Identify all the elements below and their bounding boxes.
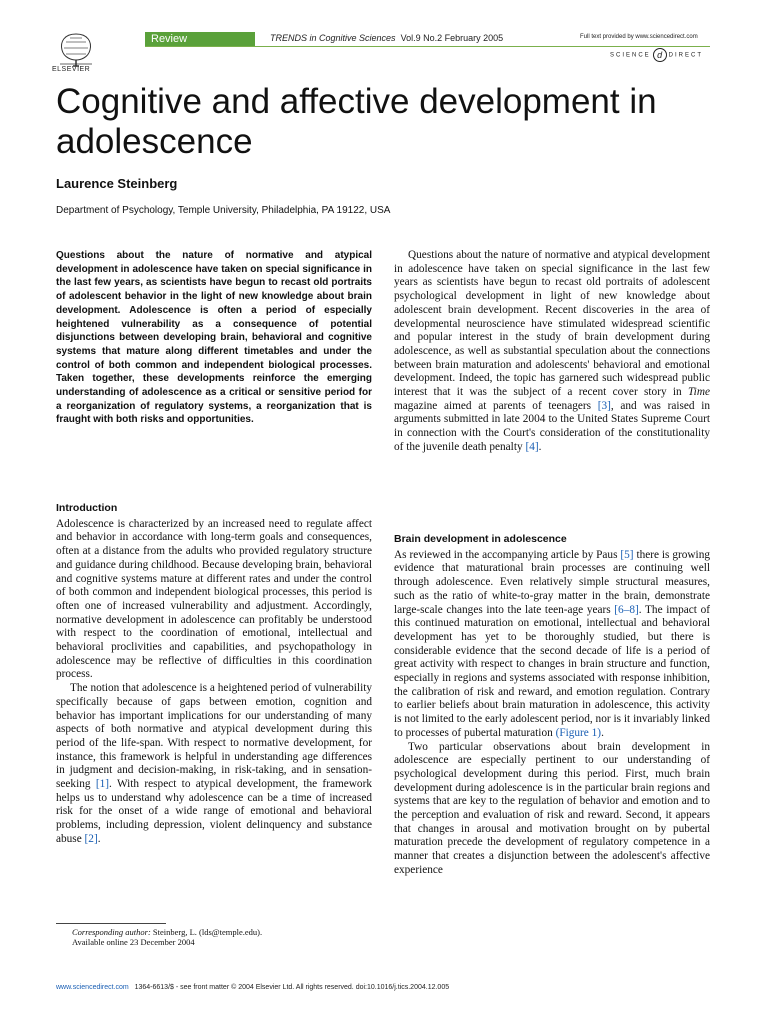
intro-paragraph-1: Adolescence is characterized by an increased need to regulate affect and behavior in accordance with long-term goals and consequences, often at a distance from the adults who provided regulatory structure and guidance during childhood. Because developing brain, behavioral and cognitive systems mature at different rates and under the control of both common and independent biological processes, this period is often one of increased vulnerability and adjustment. Accordingly, normative development in adolescence can profitably be understood with respect to the coordination of emotional, intellectual and behavioral proclivities and capabilities, and psychopathology in adolescence may be reflective of difficulties in this coordination process. [56, 517, 372, 681]
footer-url[interactable]: www.sciencedirect.com [56, 984, 129, 991]
footnote [72, 927, 372, 947]
citation-link[interactable]: [2] [84, 832, 98, 845]
footer-copyright: 1364-6613/$ - see front matter © 2004 Elsevier Ltd. All rights reserved. doi:10.1016/j.tics.2004.12.005 [134, 984, 450, 991]
intro-paragraph-2: The notion that adolescence is a heightened period of vulnerability specifically because of gaps between emotion, cognition and behavior has important implications for our understanding of many aspects of both normative and atypical development during this period of the life-span. With respect to normative development, for instance, this framework is helpful in understanding age differences in judgment and decision-making, in risk-taking, and in sensation-seeking [1]. With respect to atypical development, the framework helps us to understand why adolescence can be a time of increased risk for the onset of a wide range of emotional and behavioral problems, including depression, violent delinquency and substance abuse [2]. [56, 682, 372, 845]
figure-link[interactable]: (Figure 1) [555, 726, 602, 739]
journal-issue: Vol.9 No.2 February 2005 [400, 33, 504, 43]
citation-link[interactable]: [6–8] [614, 603, 639, 616]
article-title: Cognitive and affective development in adolescence [56, 82, 657, 161]
journal-name: TRENDS in Cognitive Sciences [270, 33, 396, 43]
sciencedirect-logo: SCIENCE d DIRECT [610, 50, 704, 60]
publisher-name: ELSEVIER [52, 66, 91, 73]
section-tag: Review [145, 32, 255, 46]
author-affiliation: Department of Psychology, Temple University, Philadelphia, PA 19122, USA [56, 205, 391, 216]
right-column [394, 249, 710, 455]
brain-paragraph-1: As reviewed in the accompanying article by Paus [5] there is growing evidence that maturational brain processes are continuing well through adolescence. Even relatively simple structural measures, such as the ratio of white-to-gray matter in the brain, demonstrate large-scale changes into the late teen-age years [6–8]. The impact of this continued maturation on emotional, intellectual and behavioral development has yet to be thoroughly studied, but there is considerable evidence that the second decade of life is a period of great activity with respect to changes in brain structure and function, especially in regions and systems associated with response inhibition, the calibration of risk and reward, and emotion regulation. Contrary to earlier beliefs about brain maturation in adolescence, this activity is not limited to the early adolescent period, nor is it invariably linked to processes of pubertal maturation (Figure 1). [394, 548, 710, 739]
citation-link[interactable]: [3] [597, 399, 611, 412]
sciencedirect-at-icon: d [653, 48, 667, 62]
citation-link[interactable]: [1] [95, 778, 110, 791]
footnote-rule [56, 923, 166, 924]
page-footer [56, 984, 449, 991]
full-text-note[interactable]: Full text provided by www.sciencedirect.com [580, 34, 698, 40]
abstract: Questions about the nature of normative and atypical development in adolescence have taken on special significance in the last few years, as scientists have begun to recast old portraits of adolescent behavior in the light of new knowledge about brain development. Adolescence is often a period of especially heightened vulnerability as a consequence of potential disjunctions between developing brain, behavioral and cognitive systems that mature along different timetables and under the control of both common and independent biological processes. Taken together, these developments reinforce the emerging understanding of adolescence as a critical or sensitive period for a reorganization of regulatory systems, a reorganization that is fraught with both risks and opportunities. [56, 250, 372, 426]
introduction-section [56, 502, 372, 847]
section-heading-brain: Brain development in adolescence [394, 533, 567, 545]
footnote-email: Steinberg, L. (lds@temple.edu). [150, 927, 263, 937]
brain-development-section [394, 533, 710, 878]
citation-link[interactable]: [5] [620, 548, 634, 561]
right-intro-paragraph: Questions about the nature of normative and atypical development in adolescence have taken on special significance in the last few years as scientists have begun to recast old portraits of adolescent psychological development in light of new knowledge about adolescent brain development. Recent discoveries in the area of developmental neuroscience have stimulated widespread scientific and popular interest in the study of brain development during adolescence, as well as substantial speculation about the connections between brain maturation and adolescents' behavioral and emotional development. Indeed, the topic has garnered such widespread public interest that it was the subject of a recent cover story in Time magazine aimed at parents of teenagers [3], and was raised in arguments submitted in late 2004 to the United States Supreme Court in connection with the Court's consideration of the constitutionality of the juvenile death penalty [4]. [394, 249, 710, 453]
brain-paragraph-2: Two particular observations about brain development in adolescence are especially pertinent to our understanding of psychological development during this period. First, much brain development during adolescence is in the particular brain regions and systems that are key to the regulation of behavior and emotion and to the perception and evaluation of risk and reward. Second, it appears that changes in arousal and motivation brought on by pubertal maturation precede the development of regulatory competence in a manner that creates a disjunction between the adolescent's affective experience [394, 740, 710, 876]
available-online: Available online 23 December 2004 [72, 937, 195, 947]
section-heading-introduction: Introduction [56, 502, 118, 514]
journal-line [270, 33, 503, 43]
citation-link[interactable]: [4] [525, 440, 539, 453]
footnote-label: Corresponding author: [72, 927, 151, 937]
author-name: Laurence Steinberg [56, 176, 178, 191]
